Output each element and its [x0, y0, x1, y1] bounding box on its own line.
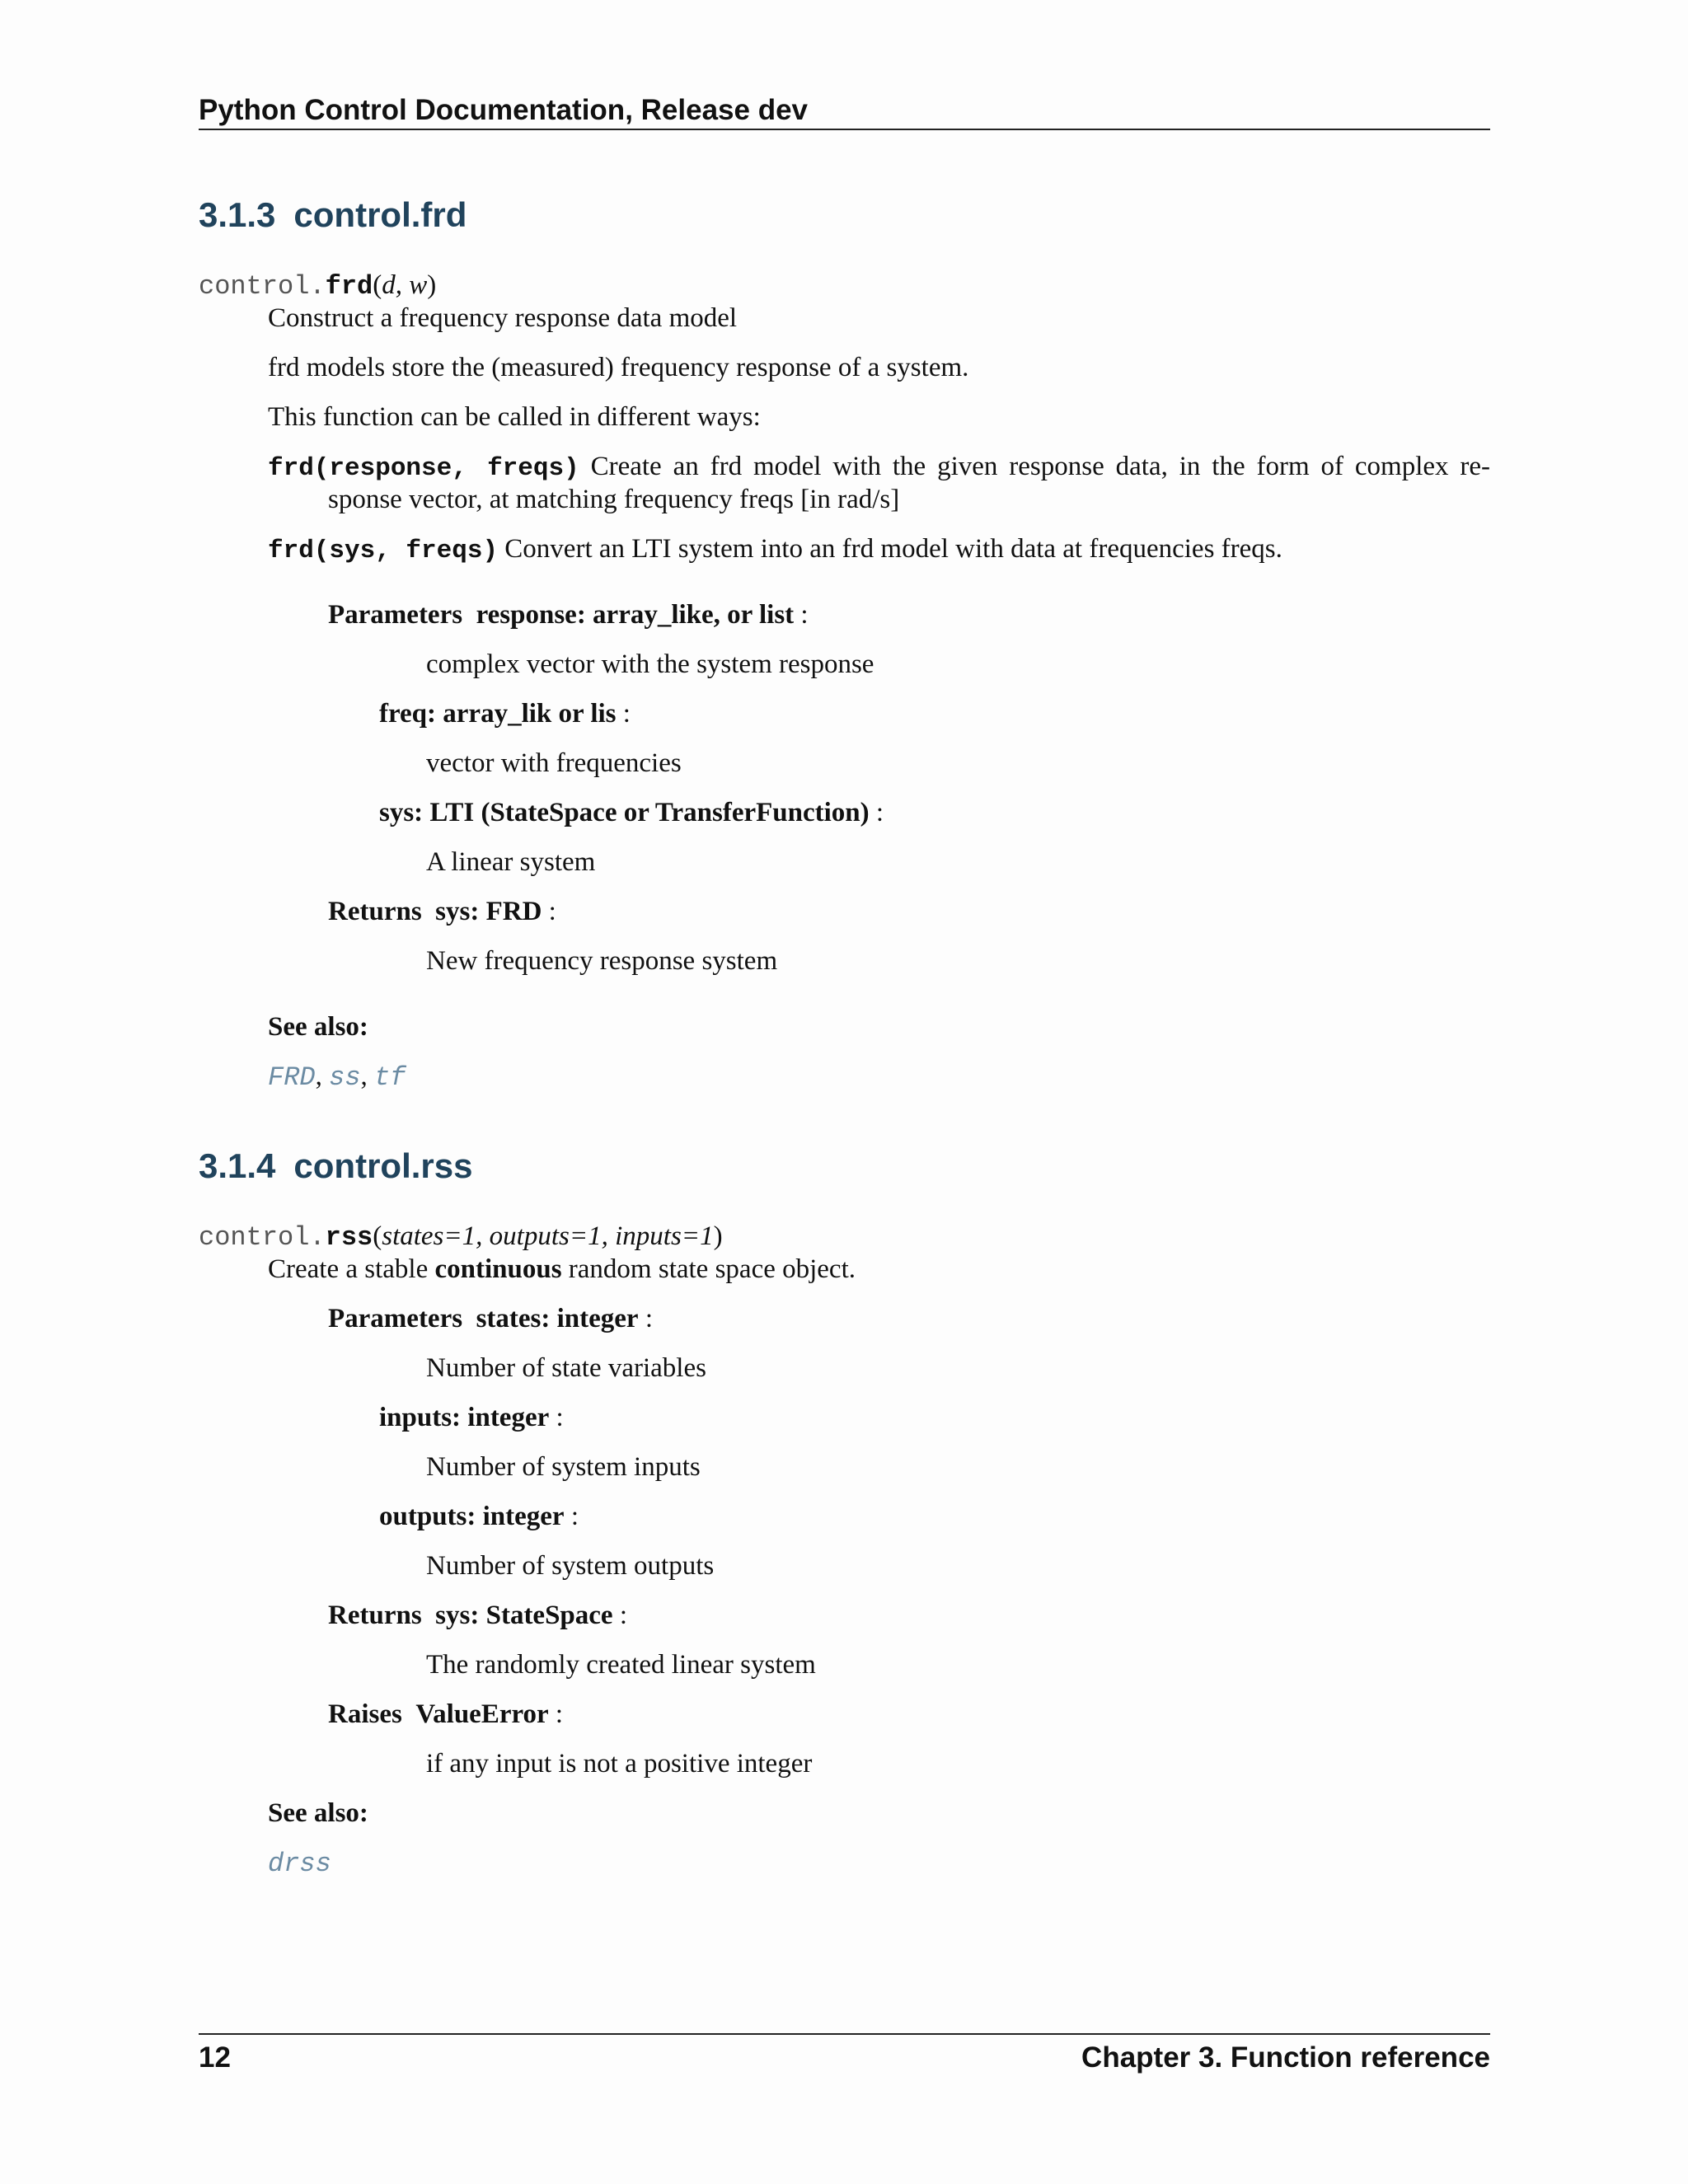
open-paren: ( — [373, 1221, 382, 1251]
summary-part: random state space object. — [561, 1254, 856, 1284]
usage-description: Create an frd model with the given response data, in the form of complex re- — [590, 452, 1491, 481]
close-paren: ) — [713, 1221, 723, 1251]
param-colon: : — [616, 699, 631, 729]
function-args: states=1, outputs=1, inputs=1 — [382, 1221, 714, 1251]
param-entry — [379, 697, 631, 730]
param-colon: : — [869, 798, 884, 827]
see-also-links — [268, 1060, 406, 1094]
usage-code: frd(sys, freqs) — [268, 537, 499, 565]
section-number: 3.1.3 — [199, 195, 276, 234]
see-also-link-frd[interactable]: FRD — [268, 1062, 316, 1093]
module-prefix: control. — [199, 271, 326, 302]
usage-code: frd(response, freqs) — [268, 454, 579, 483]
param-description: Number of system outputs — [426, 1551, 715, 1581]
usage-item — [268, 532, 1282, 568]
open-paren: ( — [373, 270, 382, 300]
document-title: Python Control Documentation, Release dev — [199, 94, 808, 126]
field-label: Returns — [328, 1601, 422, 1630]
return-name: sys: StateSpace — [435, 1601, 613, 1630]
field-parameters — [328, 1302, 653, 1335]
function-name: rss — [325, 1222, 373, 1253]
function-signature-rss — [199, 1220, 723, 1254]
param-colon: : — [612, 1601, 627, 1630]
param-description: Number of system inputs — [426, 1452, 701, 1482]
param-name: states: integer — [476, 1304, 639, 1333]
field-returns — [328, 895, 556, 928]
section-title: control.frd — [293, 195, 467, 234]
param-description: vector with frequencies — [426, 748, 682, 778]
param-entry — [379, 1500, 579, 1533]
return-description: New frequency response system — [426, 946, 778, 976]
field-parameters — [328, 598, 809, 631]
field-label: Raises — [328, 1699, 402, 1729]
param-name: response: array_like, or list — [476, 600, 795, 630]
summary-text — [268, 1253, 856, 1286]
running-header — [199, 92, 1490, 129]
param-name: freq: array_lik or lis — [379, 699, 617, 729]
module-prefix: control. — [199, 1222, 326, 1253]
section-number: 3.1.4 — [199, 1146, 276, 1185]
param-colon: : — [794, 600, 809, 630]
field-raises — [328, 1698, 563, 1731]
param-colon: : — [542, 897, 556, 926]
param-entry — [379, 796, 884, 829]
close-paren: ) — [427, 270, 437, 300]
summary-emphasis: continuous — [434, 1254, 562, 1284]
summary-part: Create a stable — [268, 1254, 435, 1284]
section-heading-frd — [199, 194, 467, 236]
summary-text: Construct a frequency response data model — [268, 303, 738, 333]
param-name: inputs: integer — [379, 1403, 550, 1432]
see-also-link-ss[interactable]: ss — [329, 1062, 361, 1093]
exception-name: ValueError — [415, 1699, 549, 1729]
field-label: Parameters — [328, 600, 463, 630]
see-also-label: See also: — [268, 1798, 368, 1828]
param-colon: : — [638, 1304, 654, 1333]
param-name: outputs: integer — [379, 1502, 565, 1531]
section-heading-rss — [199, 1146, 472, 1187]
footer-rule — [199, 2033, 1490, 2035]
return-name: sys: FRD — [435, 897, 542, 926]
param-entry — [379, 1401, 564, 1434]
paragraph: This function can be called in different ways: — [268, 402, 761, 432]
param-colon: : — [548, 1699, 564, 1729]
chapter-title: Chapter 3. Function reference — [1081, 2041, 1490, 2074]
param-name: sys: LTI (StateSpace or TransferFunction) — [379, 798, 870, 827]
param-colon: : — [564, 1502, 579, 1531]
header-rule — [199, 129, 1490, 130]
section-title: control.rss — [293, 1146, 473, 1185]
usage-item — [268, 450, 1490, 485]
see-also-link-tf[interactable]: tf — [374, 1062, 406, 1093]
page-number: 12 — [199, 2041, 231, 2074]
return-description: The randomly created linear system — [426, 1650, 816, 1680]
see-also-label: See also: — [268, 1012, 368, 1042]
param-description: A linear system — [426, 847, 596, 877]
function-name: frd — [325, 271, 373, 302]
field-label: Parameters — [328, 1304, 463, 1333]
field-label: Returns — [328, 897, 422, 926]
usage-description: Convert an LTI system into an frd model with data at frequencies freqs. — [504, 534, 1282, 564]
paragraph: frd models store the (measured) frequency response of a system. — [268, 353, 969, 382]
function-signature-frd — [199, 269, 436, 303]
param-description: complex vector with the system response — [426, 649, 874, 679]
param-colon: : — [549, 1403, 564, 1432]
see-also-links — [268, 1846, 331, 1881]
function-args: d, w — [382, 270, 428, 300]
field-returns — [328, 1599, 627, 1632]
raises-description: if any input is not a positive integer — [426, 1749, 813, 1779]
link-separator: , — [315, 1062, 330, 1091]
usage-description-cont: sponse vector, at matching frequency freqs [in rad/s] — [328, 485, 900, 514]
param-description: Number of state variables — [426, 1353, 706, 1383]
link-separator: , — [360, 1062, 375, 1091]
see-also-link-drss[interactable]: drss — [268, 1849, 331, 1879]
